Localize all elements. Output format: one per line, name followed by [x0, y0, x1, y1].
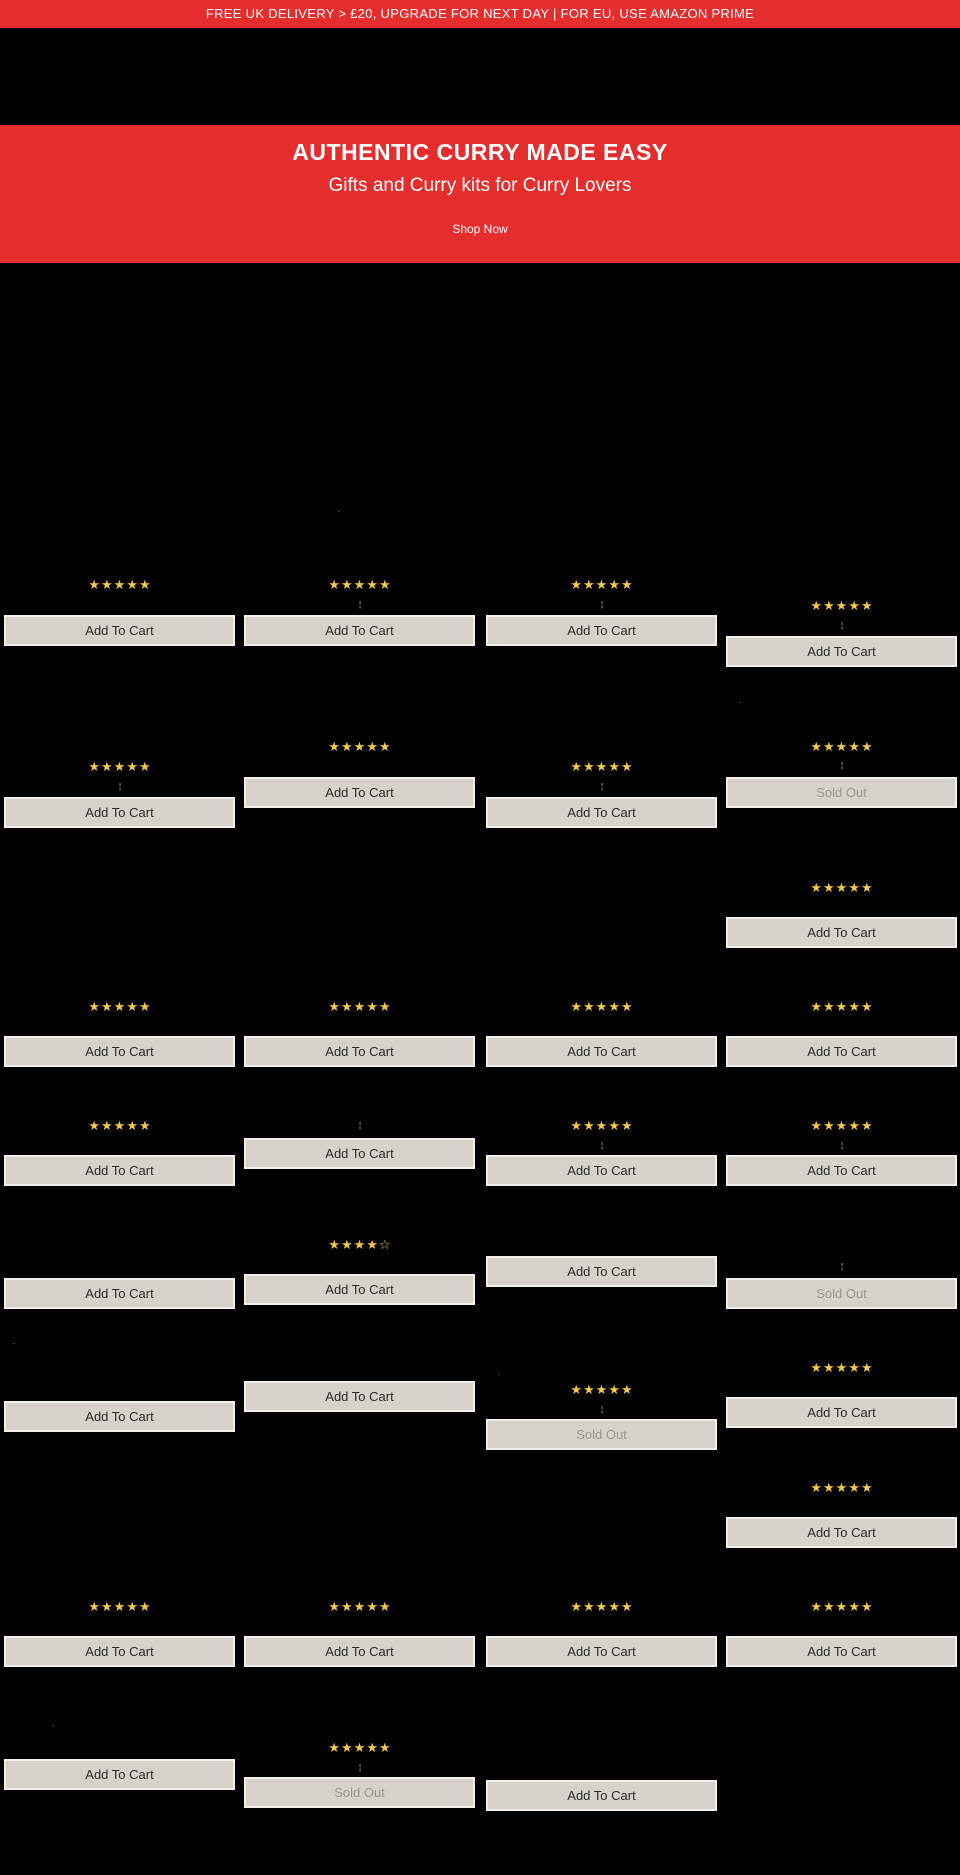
- review-count-marker: ¦: [840, 1262, 844, 1271]
- announcement-text: FREE UK DELIVERY > £20, UPGRADE FOR NEXT DAY | FOR EU, USE AMAZON PRIME: [205, 6, 755, 21]
- add-to-cart-button[interactable]: Add To Cart: [726, 1155, 957, 1186]
- add-to-cart-button[interactable]: Add To Cart: [244, 615, 475, 646]
- star-rating: ★★★★★: [810, 740, 874, 755]
- decor-dot: .: [52, 1719, 55, 1728]
- add-to-cart-button[interactable]: Add To Cart: [4, 797, 235, 828]
- add-to-cart-button[interactable]: Add To Cart: [244, 1036, 475, 1067]
- sold-out-button: Sold Out: [726, 777, 957, 808]
- star-rating: ★★★★★: [328, 1000, 392, 1015]
- hero-subtitle: Gifts and Curry kits for Curry Lovers: [328, 175, 632, 196]
- star-rating: ★★★★★: [88, 1600, 152, 1615]
- review-count-marker: ¦: [840, 1141, 844, 1150]
- sold-out-button: Sold Out: [726, 1278, 957, 1309]
- star-rating: ★★★★★: [88, 578, 152, 593]
- add-to-cart-button[interactable]: Add To Cart: [4, 1401, 235, 1432]
- star-rating: ★★★★★: [810, 1361, 874, 1376]
- star-rating: ★★★★★: [810, 1119, 874, 1134]
- star-rating: ★★★★★: [88, 1000, 152, 1015]
- add-to-cart-button[interactable]: Add To Cart: [244, 1274, 475, 1305]
- add-to-cart-button[interactable]: Add To Cart: [244, 1138, 475, 1169]
- add-to-cart-button[interactable]: Add To Cart: [4, 1759, 235, 1790]
- review-count-marker: ¦: [840, 761, 844, 770]
- decor-dot: .: [739, 696, 742, 705]
- star-rating: ★★★★☆: [328, 1238, 392, 1253]
- star-rating: ★★★★★: [328, 578, 392, 593]
- add-to-cart-button[interactable]: Add To Cart: [4, 615, 235, 646]
- review-count-marker: ¦: [600, 600, 604, 609]
- star-rating: ★★★★★: [810, 599, 874, 614]
- add-to-cart-button[interactable]: Add To Cart: [244, 777, 475, 808]
- star-rating: ★★★★★: [328, 740, 392, 755]
- star-rating: ★★★★★: [328, 1600, 392, 1615]
- add-to-cart-button[interactable]: Add To Cart: [486, 797, 717, 828]
- star-rating: ★★★★★: [88, 1119, 152, 1134]
- star-rating: ★★★★★: [328, 1741, 392, 1756]
- review-count-marker: ¦: [358, 1121, 362, 1130]
- star-rating: ★★★★★: [810, 1000, 874, 1015]
- star-rating: ★★★★★: [88, 760, 152, 775]
- star-rating: ★★★★★: [570, 1383, 634, 1398]
- add-to-cart-button[interactable]: Add To Cart: [4, 1155, 235, 1186]
- sold-out-button: Sold Out: [244, 1777, 475, 1808]
- hero-title: AUTHENTIC CURRY MADE EASY: [292, 139, 668, 165]
- add-to-cart-button[interactable]: Add To Cart: [4, 1636, 235, 1667]
- add-to-cart-button[interactable]: Add To Cart: [4, 1036, 235, 1067]
- add-to-cart-button[interactable]: Add To Cart: [726, 1397, 957, 1428]
- review-count-marker: ¦: [118, 782, 122, 791]
- add-to-cart-button[interactable]: Add To Cart: [244, 1381, 475, 1412]
- review-count-marker: ¦: [600, 1141, 604, 1150]
- review-count-marker: ¦: [600, 1405, 604, 1414]
- add-to-cart-button[interactable]: Add To Cart: [486, 1155, 717, 1186]
- add-to-cart-button[interactable]: Add To Cart: [726, 917, 957, 948]
- sold-out-button: Sold Out: [486, 1419, 717, 1450]
- star-rating: ★★★★★: [810, 881, 874, 896]
- review-count-marker: ¦: [358, 600, 362, 609]
- decor-dot: .: [13, 1337, 16, 1346]
- star-rating: ★★★★★: [570, 1600, 634, 1615]
- star-rating: ★★★★★: [810, 1481, 874, 1496]
- add-to-cart-button[interactable]: Add To Cart: [486, 1256, 717, 1287]
- shop-now-button[interactable]: Shop Now: [452, 222, 508, 236]
- add-to-cart-button[interactable]: Add To Cart: [4, 1278, 235, 1309]
- review-count-marker: ¦: [358, 1763, 362, 1772]
- add-to-cart-button[interactable]: Add To Cart: [726, 1036, 957, 1067]
- star-rating: ★★★★★: [810, 1600, 874, 1615]
- add-to-cart-button[interactable]: Add To Cart: [486, 1636, 717, 1667]
- add-to-cart-button[interactable]: Add To Cart: [486, 1780, 717, 1811]
- add-to-cart-button[interactable]: Add To Cart: [486, 615, 717, 646]
- star-rating: ★★★★★: [570, 578, 634, 593]
- add-to-cart-button[interactable]: Add To Cart: [486, 1036, 717, 1067]
- star-rating: ★★★★★: [570, 1000, 634, 1015]
- add-to-cart-button[interactable]: Add To Cart: [726, 636, 957, 667]
- star-rating: ★★★★★: [570, 760, 634, 775]
- add-to-cart-button[interactable]: Add To Cart: [726, 1517, 957, 1548]
- add-to-cart-button[interactable]: Add To Cart: [726, 1636, 957, 1667]
- decor-dot: .: [338, 505, 341, 514]
- decor-dot: .: [498, 1368, 501, 1377]
- review-count-marker: ¦: [840, 621, 844, 630]
- star-rating: ★★★★★: [570, 1119, 634, 1134]
- review-count-marker: ¦: [600, 782, 604, 791]
- add-to-cart-button[interactable]: Add To Cart: [244, 1636, 475, 1667]
